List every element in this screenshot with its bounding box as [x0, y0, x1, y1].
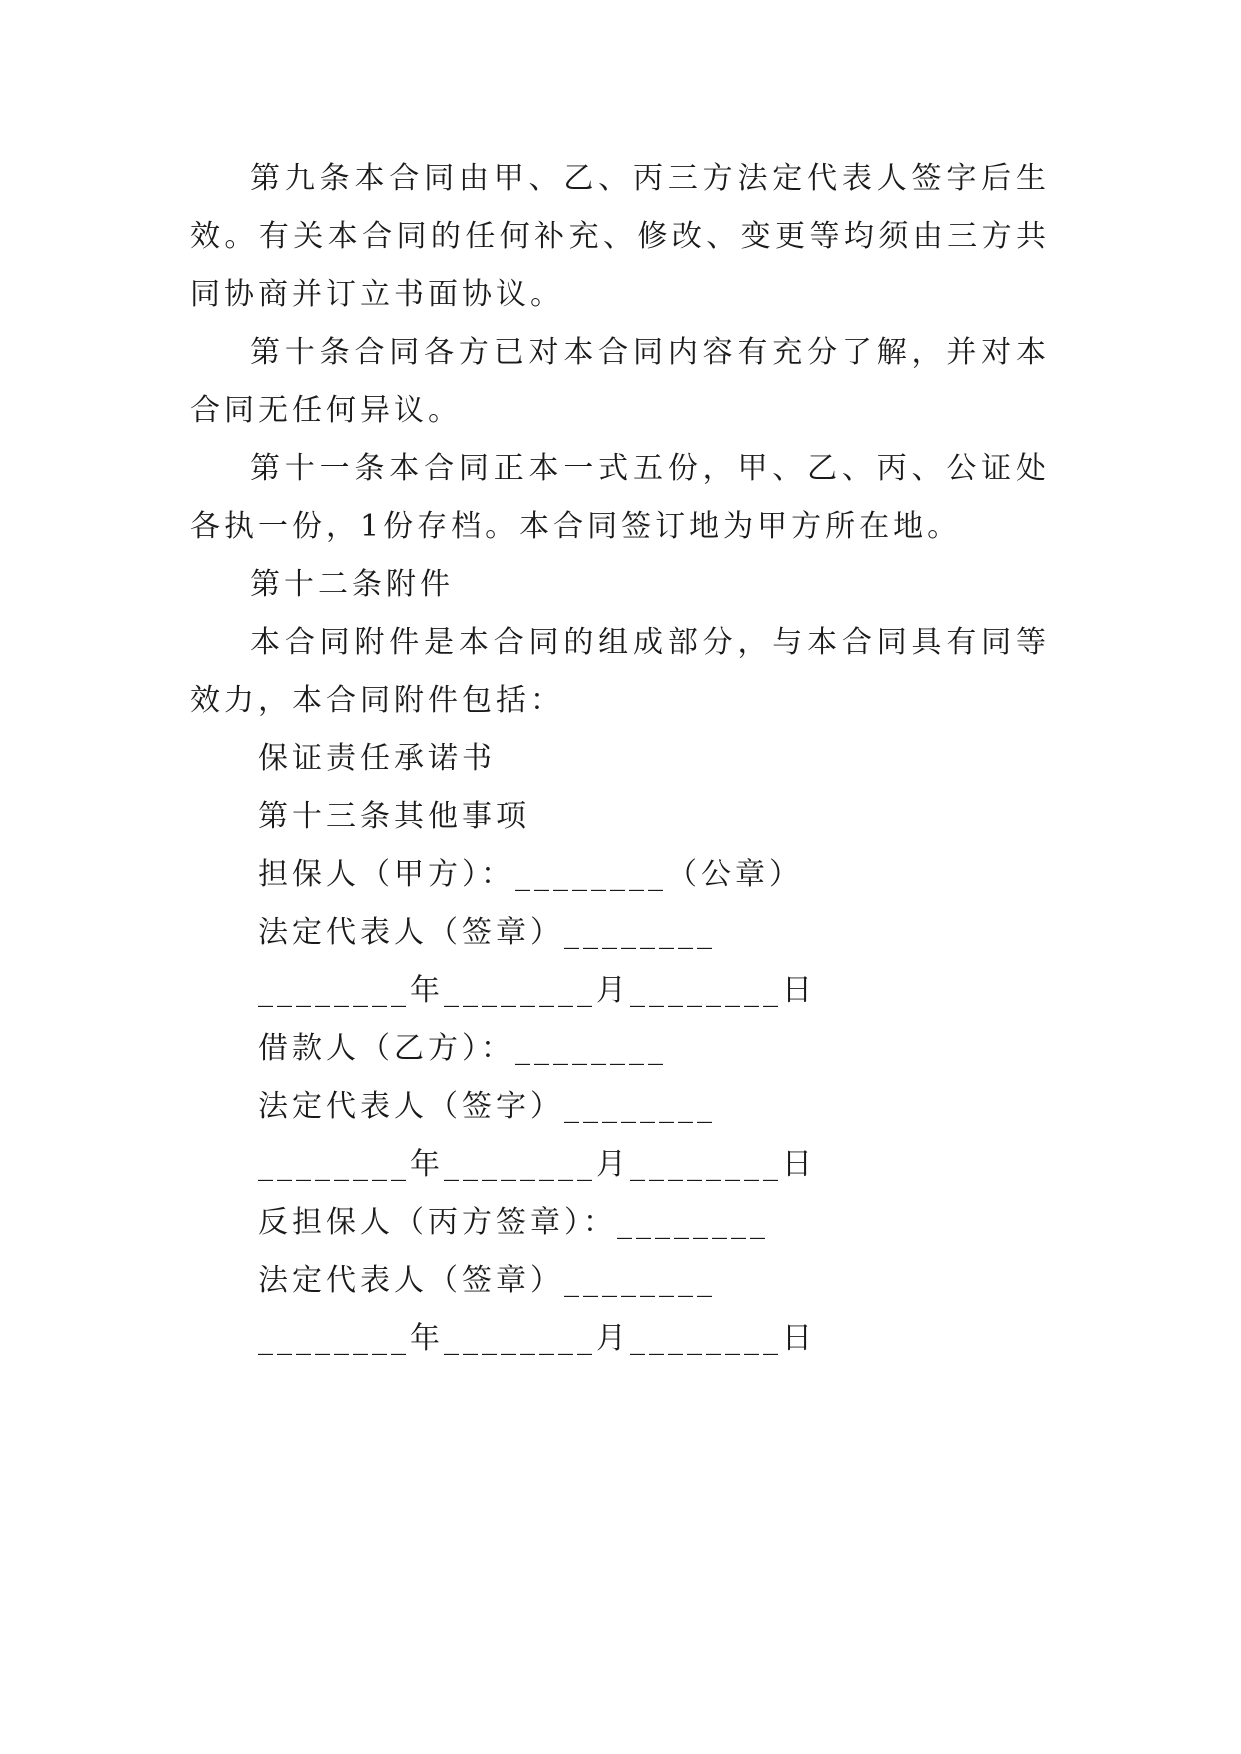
counter-guarantor-representative-line: 法定代表人（签章）________: [258, 1263, 716, 1298]
borrower-representative-line: 法定代表人（签字）________: [258, 1089, 716, 1124]
article-10-paragraph: 第十条合同各方已对本合同内容有充分了解，并对本合同无任何异议。: [190, 335, 1050, 428]
document-page: [190, 150, 1050, 1368]
counter-guarantor-date-line: ________年________月________日: [258, 1321, 816, 1356]
guarantor-representative-line: 法定代表人（签章）________: [258, 915, 716, 950]
article-9-paragraph: 第九条本合同由甲、乙、丙三方法定代表人签字后生效。有关本合同的任何补充、修改、变更等均须由三方共同协商并订立书面协议。: [190, 161, 1050, 312]
guarantor-date-line: ________年________月________日: [258, 973, 816, 1008]
article-13-title: 第十三条其他事项: [258, 799, 530, 834]
article-11-paragraph: 第十一条本合同正本一式五份，甲、乙、丙、公证处各执一份，1份存档。本合同签订地为甲方所在地。: [190, 451, 1050, 544]
borrower-date-line: ________年________月________日: [258, 1147, 816, 1182]
article-12-title: 第十二条附件: [250, 567, 454, 602]
article-12-body: 本合同附件是本合同的组成部分，与本合同具有同等效力，本合同附件包括：: [190, 625, 1050, 718]
attachment-item: 保证责任承诺书: [258, 741, 496, 776]
guarantor-signature-line: 担保人（甲方）：________（公章）: [258, 857, 803, 892]
counter-guarantor-signature-line: 反担保人（丙方签章）：________: [258, 1205, 769, 1240]
borrower-signature-line: 借款人（乙方）：________: [258, 1031, 667, 1066]
